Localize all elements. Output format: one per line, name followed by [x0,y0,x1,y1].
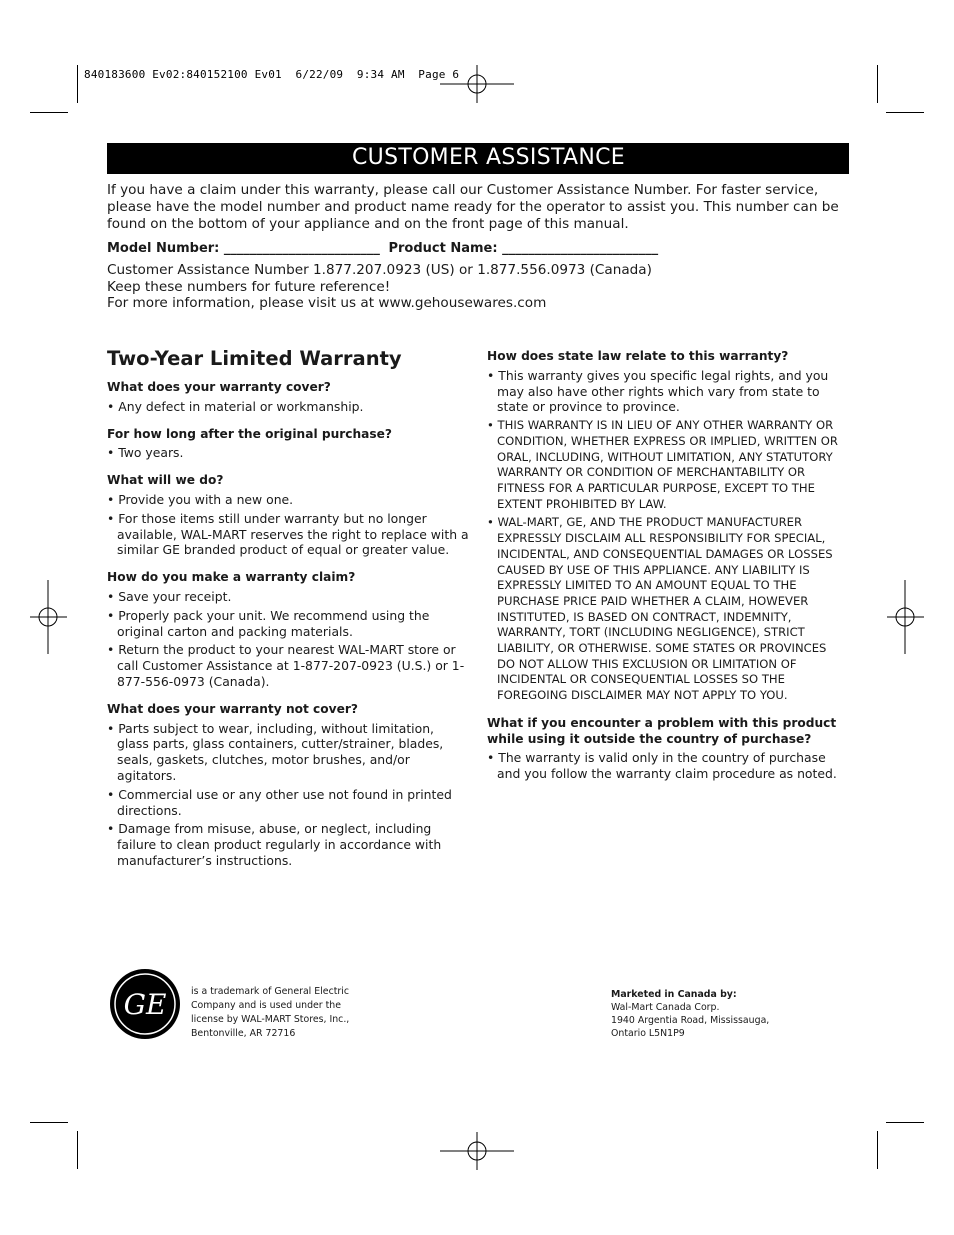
question: What if you encounter a problem with this product while using it outside the country of purchase? [487,715,837,746]
answer: • Return the product to your nearest WAL-MART store or call Customer Assistance at 1-877-207-0923 (U.S.) or 1-877-556-0973 (Canada). [107,642,465,689]
answer: • THIS WARRANTY IS IN LIEU OF ANY OTHER WARRANTY OR CONDITION, WHETHER EXPRESS OR IMPLIED, WRITTEN OR ORAL, INCLUDING, WITHOUT LIMITATION, ANY STATUTORY WARRANTY OR CONDITION OF MERCHANTABILITY OR FITNESS FOR A PARTICULAR PURPOSE, EXCEPT TO THE EXTENT PROHIBITED BY LAW. [487,418,838,511]
answer: • For those items still under warranty but no longer available, WAL-MART reserves the right to replace with a similar GE branded product of equal or greater value. [107,510,469,558]
marketed-heading: Marketed in Canada by: [611,989,737,1000]
svg-text:GE: GE [123,988,167,1021]
model-product-fields [107,241,662,256]
trademark-line: is a trademark of General Electric [191,986,350,997]
product-name-label: Product Name: ________________________ [388,241,659,256]
answer: • Parts subject to wear, including, without limitation, glass parts, glass containers, cutter/strainer, blades, seals, gaskets, clutches, motor brushes, and/or agitators. [107,720,444,783]
warranty-title: Two-Year Limited Warranty [107,347,402,370]
answer: • Properly pack your unit. We recommend using the original carton and packing materials. [107,607,430,639]
contact-line: Customer Assistance Number 1.877.207.0923 (US) or 1.877.556.0973 (Canada) [107,262,652,278]
warranty-left-column [107,380,469,881]
answer: • Any defect in material or workmanship. [107,398,364,414]
warranty-section [487,716,847,782]
warranty-section [107,380,469,415]
question: What does your warranty not cover? [107,701,358,716]
trademark-notice [191,985,351,1041]
answer: • Provide you with a new one. [107,491,294,507]
question: For how long after the original purchase? [107,426,392,441]
warranty-section [107,473,469,558]
section-banner [107,143,849,174]
question: What does your warranty cover? [107,380,331,394]
warranty-section [107,427,469,462]
model-number-label: Model Number: ________________________ [107,241,380,256]
warranty-section [107,570,469,690]
answer: • Damage from misuse, abuse, or neglect, including failure to clean product regularly in accordance with manufacturer’s instructions. [107,821,442,868]
trademark-line: Bentonville, AR 72716 [191,1028,296,1039]
marketed-by-block [611,988,769,1040]
marketed-line: Wal-Mart Canada Corp. [611,1002,720,1013]
answer: • Commercial use or any other use not found in printed directions. [107,786,452,818]
marketed-line: 1940 Argentia Road, Mississauga, [611,1015,770,1026]
answer: • WAL-MART, GE, AND THE PRODUCT MANUFACTURER EXPRESSLY DISCLAIM ALL RESPONSIBILITY FOR SPECIAL, INCIDENTAL, AND CONSEQUENTIAL DAMAGES OR LOSSES CAUSED BY USE OF THIS APPLIANCE. ANY LIABILITY IS EXPRESSLY LIMITED TO AN AMOUNT EQUAL TO THE PURCHASE PRICE PAID WHETHER A CLAIM, HOWEVER INSTITUTED, IS BASED ON CONTRACT, INDEMNITY, WARRANTY, TORT (INCLUDING NEGLIGENCE), STRICT LIABILITY, OR OTHERWISE. SOME STATES OR PROVINCES DO NOT ALLOW THIS EXCLUSION OR LIMITATION OF INCIDENTAL OR CONSEQUENTIAL LOSSES SO THE FOREGOING DISCLAIMER MAY NOT APPLY TO YOU. [487,515,833,703]
answer: • This warranty gives you specific legal rights, and you may also have other rights which vary from state to state or province to province. [487,367,829,415]
trademark-line: license by WAL-MART Stores, Inc., [191,1014,350,1025]
warranty-section [487,349,847,704]
ge-logo-icon [109,968,181,1040]
question: What will we do? [107,473,224,488]
answer: • The warranty is valid only in the country of purchase and you follow the warranty claim procedure as noted. [487,750,837,782]
contact-line: For more information, please visit us at www.gehousewares.com [107,295,547,311]
trademark-line: Company and is used under the [191,1000,342,1011]
contact-line: Keep these numbers for future reference! [107,278,391,295]
print-slug-line: 840183600 Ev02:840152100 Ev01 6/22/09 9:34 AM Page 6 [84,68,460,81]
banner-title: CUSTOMER ASSISTANCE [352,145,625,170]
warranty-section [107,702,469,869]
question: How does state law relate to this warranty? [487,349,789,363]
answer: • Save your receipt. [107,588,232,604]
intro-paragraph: If you have a claim under this warranty, please call our Customer Assistance Number. For faster service, please have the model number and product name ready for the operator to assist you. This number can be found on the bottom of your appliance and on the front page of this manual. [107,182,839,232]
warranty-right-column [487,349,847,794]
marketed-line: Ontario L5N1P9 [611,1028,685,1039]
question: How do you make a warranty claim? [107,570,356,585]
answer: • Two years. [107,445,184,461]
contact-info [107,262,652,312]
